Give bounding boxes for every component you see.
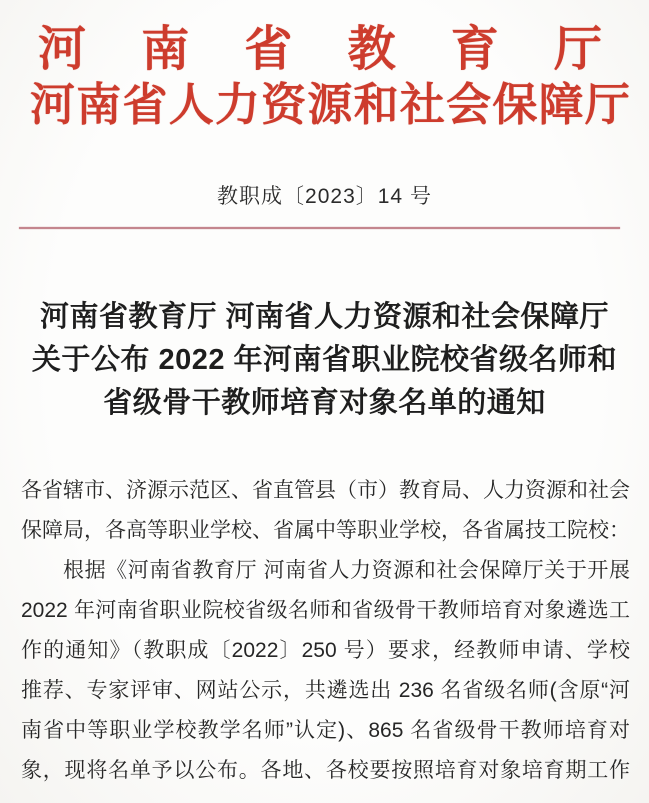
document-number: 教职成〔2023〕14 号 xyxy=(217,185,432,208)
body-paragraph-line-3: 作的通知》（教职成〔2022〕250 号）要求，经教师申请、学校 xyxy=(21,639,630,662)
document-title xyxy=(0,296,649,425)
title-line-3: 省级骨干教师培育对象名单的通知 xyxy=(103,387,546,419)
letterhead-org-education-dept: 河 南 省 教 育 厅 xyxy=(38,22,602,76)
body-paragraph-line-4: 推荐、专家评审、网站公示，共遴选出 236 名省级名师(含原“河 xyxy=(21,679,630,702)
document-body xyxy=(21,471,630,791)
body-salutation-line-2: 保障局，各高等职业学校、省属中等职业学校，各省属技工院校： xyxy=(21,519,630,542)
red-divider-line xyxy=(19,227,620,229)
body-paragraph-line-5: 南省中等职业学校教学名师”认定)、865 名省级骨干教师培育对 xyxy=(21,719,630,742)
body-salutation-line-1: 各省辖市、济源示范区、省直管县（市）教育局、人力资源和社会 xyxy=(21,479,630,502)
letterhead-org-hr-social-security-dept: 河 南 省 人 力 资 源 和 社 会 保 障 厅 xyxy=(30,78,630,130)
title-line-2: 关于公布 2022 年河南省职业院校省级名师和 xyxy=(31,344,618,376)
body-paragraph-line-6: 象，现将名单予以公布。各地、各校要按照培育对象培育期工作 xyxy=(21,759,630,782)
body-paragraph-line-2: 2022 年河南省职业院校省级名师和省级骨干教师培育对象遴选工 xyxy=(21,599,630,622)
title-line-1: 河南省教育厅 河南省人力资源和社会保障厅 xyxy=(39,301,610,333)
body-paragraph-line-1: 根据《河南省教育厅 河南省人力资源和社会保障厅关于开展 xyxy=(63,559,630,582)
